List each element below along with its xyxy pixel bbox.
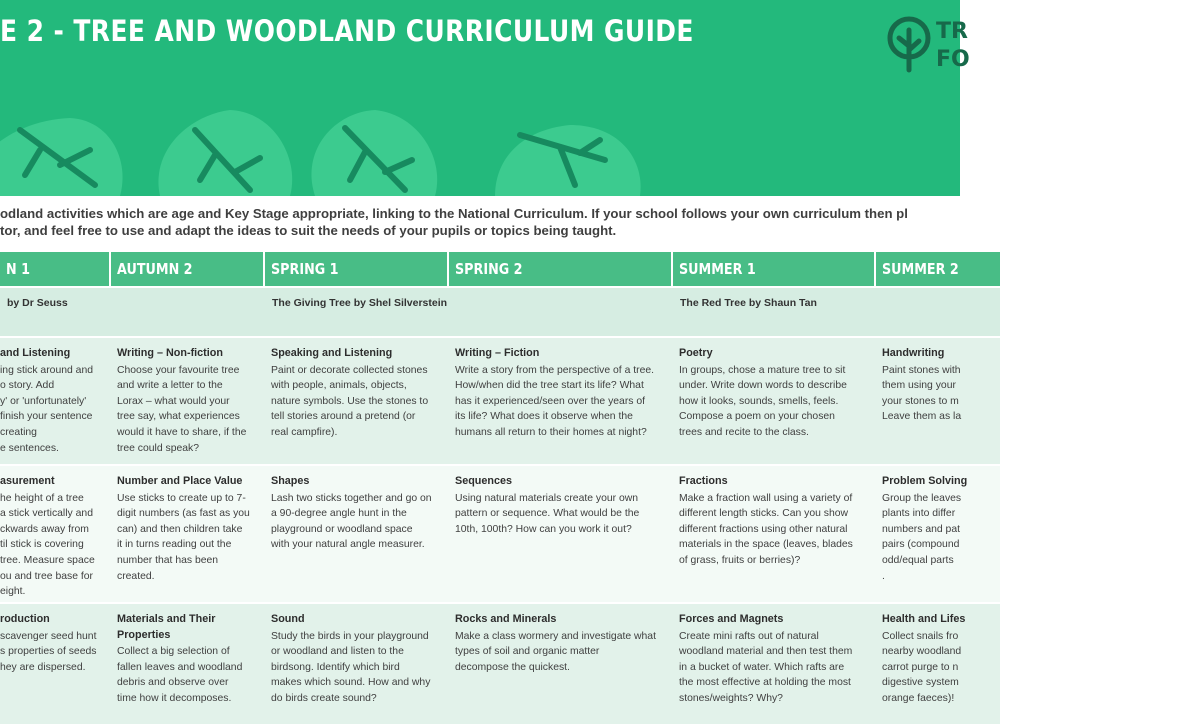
cell-heading: Sequences	[455, 475, 513, 487]
cell-body: Paint or decorate collected stones with people, animals, objects, nature symbols. Use the stones to tell stories around a pretend (or real campfire).	[271, 364, 429, 438]
table-cell	[679, 474, 876, 602]
table-cell	[455, 346, 673, 464]
cell-heading: Materials and Their Properties	[117, 613, 216, 641]
column-header-summer-2	[876, 252, 1000, 286]
intro-line-2: tor, and feel free to use and adapt the ideas to suit the needs of your pupils or topics being taught.	[0, 223, 617, 238]
table-cell	[882, 612, 1002, 724]
cell-body: Using natural materials create your own pattern or sequence. What would be the 10th, 100th? How can you work it out?	[455, 492, 640, 535]
table-cell	[117, 346, 265, 464]
table-cell	[882, 346, 1002, 464]
logo-line-2: FO	[936, 47, 970, 72]
table-cell	[679, 612, 876, 724]
cell-heading: Writing – Non-fiction	[117, 347, 223, 359]
table-cell	[117, 612, 265, 724]
cell-heading: Problem Solving	[882, 475, 968, 487]
column-header-summer-1	[673, 252, 874, 286]
cell-body: Create mini rafts out of natural woodland material and then test them in a bucket of water. Which rafts are the most effective at holding the most stones/weights? Why?	[679, 630, 853, 704]
cell-body: Collect a big selection of fallen leaves and woodland debris and observe over time how it decomposes.	[117, 646, 243, 704]
cell-body: Study the birds in your playground or woodland and listen to the birdsong. Identify which bird makes which sound. How and why do birds create sound?	[271, 630, 431, 704]
logo-line-1: TR	[936, 19, 968, 44]
cell-body: Group the leaves plants into differ numbers and pat pairs (compound odd/equal parts .	[882, 492, 962, 582]
row-science	[0, 604, 1000, 724]
cell-heading: Health and Lifes	[882, 613, 966, 625]
column-header-label: SPRING 2	[455, 260, 523, 278]
cell-body: Use sticks to create up to 7- digit numbers (as fast as you can) and then children take it in turns reading out the number that has been created.	[117, 492, 250, 582]
table-cell	[271, 346, 449, 464]
page-title: E 2 - TREE AND WOODLAND CURRICULUM GUIDE	[0, 14, 694, 48]
table-cell	[455, 612, 673, 724]
cell-heading: Number and Place Value	[117, 475, 243, 487]
column-header-label: SUMMER 1	[679, 260, 756, 278]
cell-body: Lash two sticks together and go on a 90-degree angle hunt in the playground or woodland space with your natural angle measurer.	[271, 492, 432, 551]
table-cell	[0, 612, 105, 724]
cell-heading: Handwriting	[882, 347, 945, 359]
cell-heading: Sound	[271, 613, 305, 625]
column-header-spring-2	[449, 252, 671, 286]
cell-body: In groups, chose a mature tree to sit under. Write down words to describe how it looks, sounds, smells, feels. Compose a poem on your chosen trees and recite to the class.	[679, 364, 847, 438]
cell-body: he height of a tree a stick vertically and ckwards away from til stick is covering tree. Measure space ou and tree base for eight.	[0, 492, 95, 598]
book-title: The Giving Tree by Shel Silverstein	[272, 297, 448, 309]
book-title: The Red Tree by Shaun Tan	[680, 297, 817, 309]
table-cell	[455, 474, 673, 602]
cell-body: Make a fraction wall using a variety of different length sticks. Can you show different fractions using other natural materials in the space (leaves, blades of grass, fruits or berries)?	[679, 492, 853, 566]
cell-heading: Speaking and Listening	[271, 347, 393, 359]
cell-body: Make a class wormery and investigate what types of soil and organic matter decompose the quickest.	[455, 630, 656, 673]
cell-body: Choose your favourite tree and write a letter to the Lorax – what would your tree say, what experiences would it have to share, if the tree could speak?	[117, 364, 247, 454]
cell-heading: and Listening	[0, 347, 71, 359]
column-header-label: SPRING 1	[271, 260, 339, 278]
column-header-autumn-2	[111, 252, 263, 286]
header-banner	[0, 0, 970, 196]
table-cell	[0, 346, 105, 464]
table-cell	[882, 474, 1002, 602]
cell-heading: asurement	[0, 475, 55, 487]
row-maths	[0, 466, 1000, 602]
table-cell	[271, 474, 449, 602]
cell-body: scavenger seed hunt s properties of seeds hey are dispersed.	[0, 630, 97, 673]
column-header-label: AUTUMN 2	[117, 260, 193, 278]
column-header-label: SUMMER 2	[882, 260, 959, 278]
tree-logo-icon	[886, 16, 932, 72]
cell-heading: Shapes	[271, 475, 310, 487]
table-cell	[679, 346, 876, 464]
table-cell	[0, 474, 105, 602]
cell-heading: Forces and Magnets	[679, 613, 784, 625]
cell-body: Collect snails fro nearby woodland carrot purge to n digestive system orange faeces)!	[882, 630, 962, 704]
intro-paragraph	[0, 205, 1200, 239]
book-title: by Dr Seuss	[7, 297, 68, 309]
table-cell	[271, 612, 449, 724]
row-english	[0, 338, 1000, 464]
column-header-n-1	[0, 252, 109, 286]
table-cell	[117, 474, 265, 602]
cell-heading: roduction	[0, 613, 50, 625]
column-header-spring-1	[265, 252, 447, 286]
cell-heading: Rocks and Minerals	[455, 613, 557, 625]
cell-body: ing stick around and o story. Add y' or 'unfortunately' finish your sentence creating e sentences.	[0, 364, 93, 454]
book-row	[0, 288, 1000, 336]
cell-body: Paint stones with them using your your stones to m Leave them as la	[882, 364, 962, 423]
cell-body: Write a story from the perspective of a tree. How/when did the tree start its life? What has it experienced/seen over the years of its life? What does it observe when the humans all return to their homes at night?	[455, 364, 655, 438]
cell-heading: Poetry	[679, 347, 713, 359]
intro-line-1: odland activities which are age and Key Stage appropriate, linking to the National Curriculum. If your school follows your own curriculum then pl	[0, 206, 908, 221]
cell-heading: Fractions	[679, 475, 728, 487]
cell-heading: Writing – Fiction	[455, 347, 540, 359]
column-header-label: N 1	[6, 260, 30, 278]
logo-wordmark	[936, 18, 976, 74]
